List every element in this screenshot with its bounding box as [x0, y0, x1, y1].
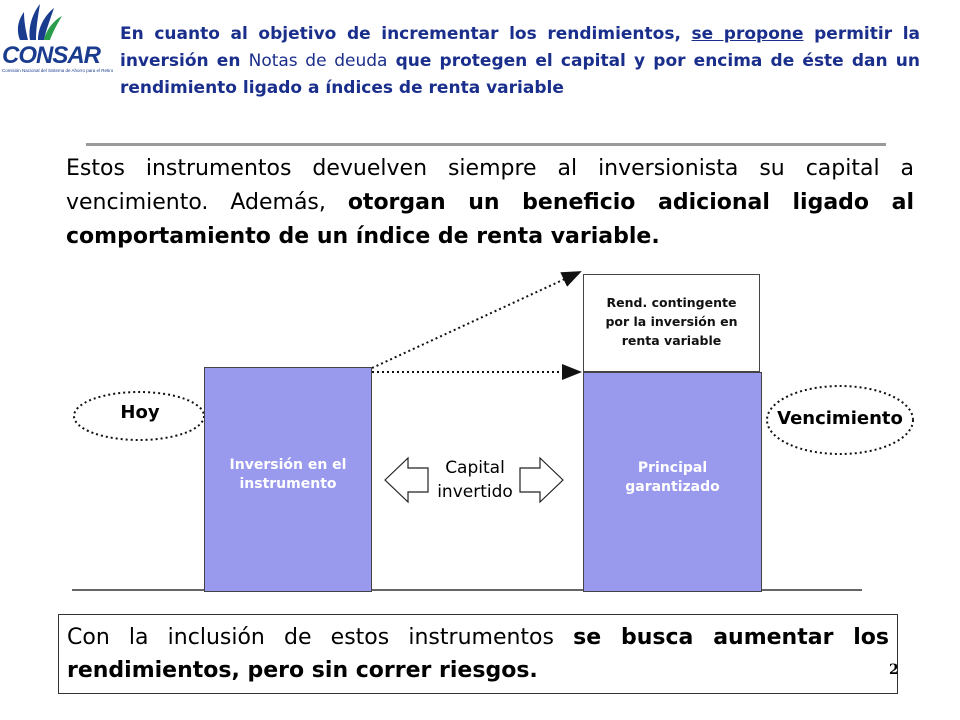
contingent-return-label: Rend. contingente por la inversión en renta variable: [605, 295, 738, 348]
investment-diagram: [0, 260, 960, 610]
contingent-return-box: [583, 274, 760, 372]
upper-dotted-arrow: [372, 272, 580, 368]
header-underlined: se propone: [691, 24, 804, 44]
logo-subtitle: Comisión Nacional del Sistema de Ahorro para el Retiro: [2, 68, 114, 73]
logo-wordmark: CONSAR: [2, 42, 101, 69]
vencimiento-label: Vencimiento: [777, 408, 903, 429]
consar-logo: [0, 0, 114, 80]
investment-box-label: Inversión en el instrumento: [229, 457, 347, 492]
logo-graphic-icon: [0, 0, 100, 46]
page-number: 2: [889, 662, 899, 678]
guaranteed-principal-box: [583, 372, 762, 592]
header-divider: [86, 143, 886, 146]
intro-paragraph: Estos instrumentos devuelven siempre al inversionista su capital a vencimiento. Además, otorgan un beneficio adicional ligado al comportamiento de un índice de renta variable.: [66, 156, 915, 249]
conclusion-box: Con la inclusión de estos instrumentos se busca aumentar los rendimientos, pero sin correr riesgos.: [58, 614, 898, 694]
capital-invertido-label: Capital invertido: [437, 458, 513, 502]
diagram-lines: [0, 260, 960, 610]
header-text: En cuanto al objetivo de incrementar los rendimientos, se propone permitir la inversión en Notas de deuda que protegen el capital y por encima de éste dan un rendimiento ligado a índices de renta variable: [120, 24, 920, 98]
investment-box: [204, 367, 372, 592]
guaranteed-principal-label: Principal garantizado: [625, 460, 720, 495]
hoy-label: Hoy: [120, 402, 160, 423]
